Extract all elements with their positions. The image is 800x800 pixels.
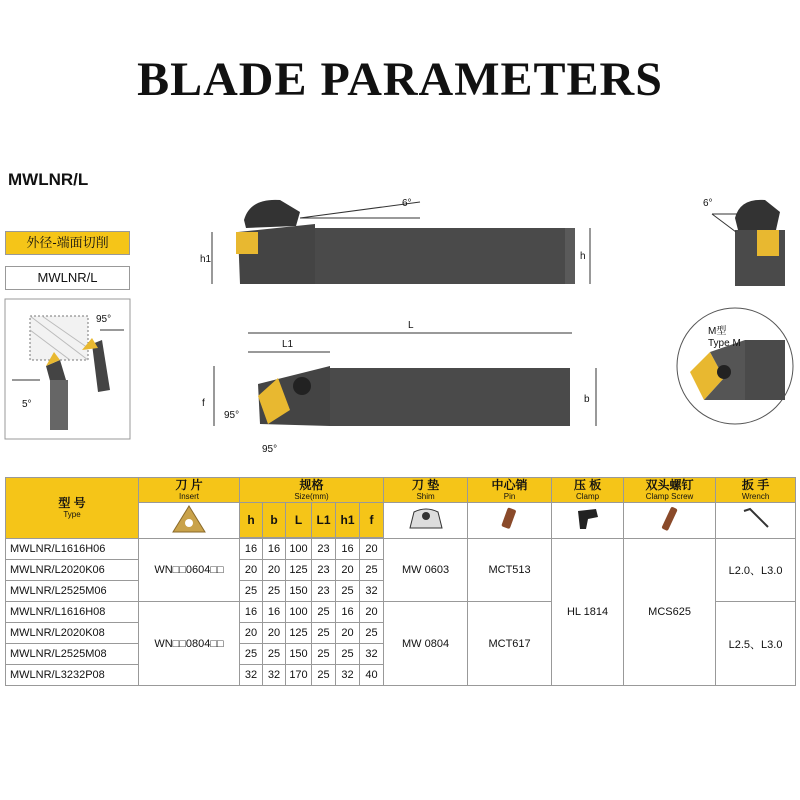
schem-angle-5: 5° bbox=[22, 399, 32, 410]
dim-b: b bbox=[584, 394, 590, 405]
col-wrench: 扳 手 Wrench bbox=[716, 478, 796, 503]
dim-head-L1: L1 bbox=[312, 503, 336, 538]
model-badge: MWLNR/L bbox=[5, 266, 130, 290]
table-row: MWLNR/L2020K08 20 20 125 25 20 25 bbox=[6, 623, 796, 644]
table-row: MWLNR/L2525M06 25 25 150 23 25 32 bbox=[6, 581, 796, 602]
col-clamp: 压 板 Clamp bbox=[552, 478, 624, 503]
clamp-image bbox=[552, 503, 624, 539]
col-size: 规格 Size(mm) bbox=[240, 478, 384, 503]
dim-L1: L1 bbox=[282, 339, 294, 350]
type-m-cn: M型 bbox=[708, 326, 727, 337]
col-type: 型 号 Type bbox=[6, 478, 139, 539]
clamp-cell: HL 1814 bbox=[552, 539, 624, 686]
shim-image bbox=[384, 503, 468, 539]
screw-image bbox=[624, 503, 716, 539]
operation-badge: 外径-端面切削 bbox=[5, 231, 130, 255]
shim-cell: MW 0603 bbox=[384, 539, 468, 602]
dim-f: f bbox=[202, 398, 205, 409]
dim-h: h bbox=[580, 251, 586, 262]
wrench-image bbox=[716, 503, 796, 539]
top-angle-95-b: 95° bbox=[262, 444, 278, 455]
col-screw: 双头螺钉 Clamp Screw bbox=[624, 478, 716, 503]
wrench-cell: L2.0、L3.0 bbox=[716, 539, 796, 602]
col-insert: 刀 片 Insert bbox=[139, 478, 240, 503]
table-row: MWLNR/L2525M08 25 25 150 25 25 32 bbox=[6, 644, 796, 665]
insert-icon bbox=[236, 232, 258, 254]
page-title: BLADE PARAMETERS bbox=[137, 53, 663, 106]
shim-cell: MW 0804 bbox=[384, 602, 468, 686]
table-header-row bbox=[6, 478, 796, 503]
dim-L: L bbox=[408, 320, 414, 331]
insert-cell: WN□□0604□□ bbox=[139, 539, 240, 602]
type-m-en: Type M bbox=[708, 338, 741, 349]
model-heading: MWLNR/L bbox=[8, 170, 89, 189]
table-row: MWLNR/L1616H08 WN□□0804□□ 16 16 100 25 16 20 MW 0804 MCT617 L2.5、L3.0 bbox=[6, 602, 796, 623]
end-view-drawing bbox=[703, 198, 785, 286]
dim-head-f: f bbox=[360, 503, 384, 538]
spec-table bbox=[5, 477, 796, 686]
cutting-schematic bbox=[5, 299, 130, 439]
schem-angle-95: 95° bbox=[96, 314, 112, 325]
end-angle-6: 6° bbox=[703, 198, 713, 209]
insert-image bbox=[139, 503, 240, 539]
type-m-detail bbox=[677, 308, 793, 424]
col-pin: 中心销 Pin bbox=[468, 478, 552, 503]
screw-cell: MCS625 bbox=[624, 539, 716, 686]
side-view-drawing bbox=[200, 198, 590, 284]
pin-image bbox=[468, 503, 552, 539]
dim-head-h: h bbox=[240, 503, 263, 538]
dim-h1: h1 bbox=[200, 254, 212, 265]
dim-head-L: L bbox=[286, 503, 312, 538]
table-row: MWLNR/L1616H06 WN□□0604□□ 16 16 100 23 16 20 MW 0603 MCT513 HL 1814 MCS625 L2.0、L3.0 bbox=[6, 539, 796, 560]
top-view-drawing bbox=[202, 320, 596, 455]
side-angle-6: 6° bbox=[402, 198, 412, 209]
wrench-cell: L2.5、L3.0 bbox=[716, 602, 796, 686]
insert-cell: WN□□0804□□ bbox=[139, 602, 240, 686]
dim-head-h1: h1 bbox=[336, 503, 360, 538]
pin-cell: MCT617 bbox=[468, 602, 552, 686]
table-row: MWLNR/L3232P08 32 32 170 25 32 40 bbox=[6, 665, 796, 686]
dim-head-b: b bbox=[263, 503, 286, 538]
pin-cell: MCT513 bbox=[468, 539, 552, 602]
table-row: MWLNR/L2020K06 20 20 125 23 20 25 bbox=[6, 560, 796, 581]
col-shim: 刀 垫 Shim bbox=[384, 478, 468, 503]
top-angle-95-a: 95° bbox=[224, 410, 240, 421]
